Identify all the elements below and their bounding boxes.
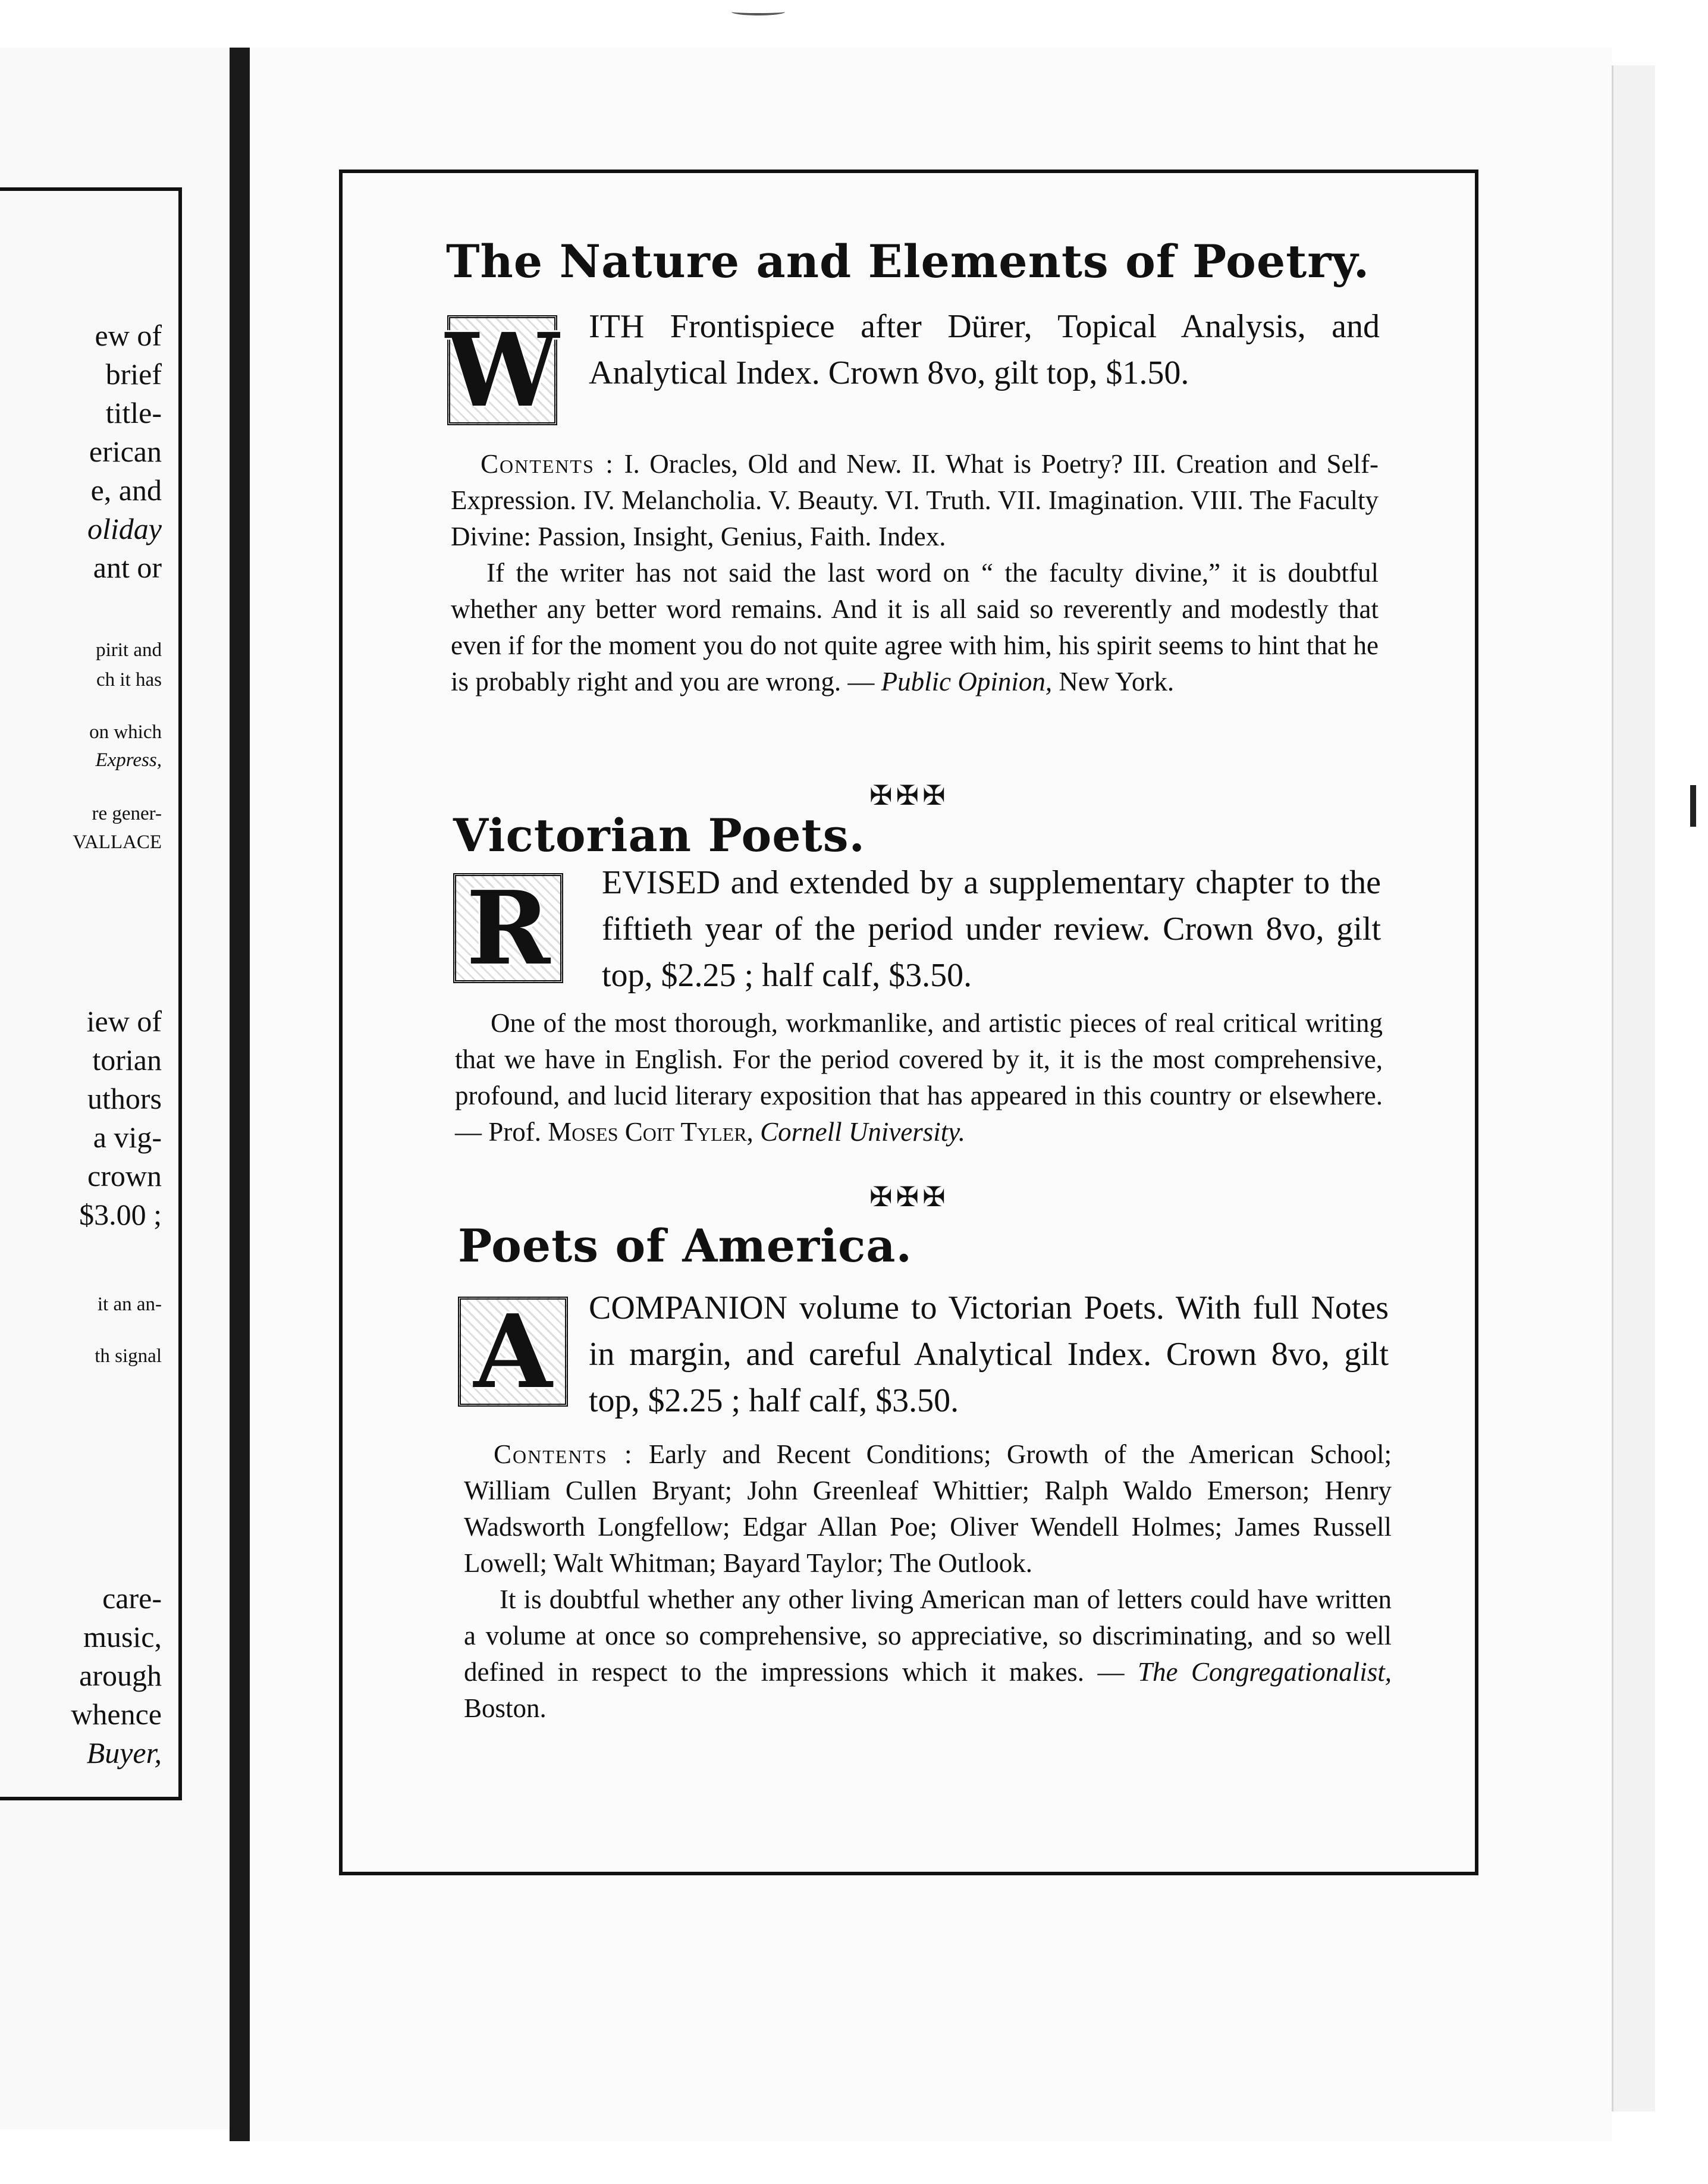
section-title-nature-of-poetry: The Nature and Elements of Poetry.: [446, 235, 1370, 288]
left-page-line: care-: [102, 1581, 162, 1615]
left-page-line: crown: [87, 1159, 162, 1193]
section2-review: [455, 1005, 1383, 1150]
section-title-poets-of-america: Poets of America.: [458, 1219, 912, 1272]
section1-contents: [451, 446, 1379, 555]
left-page-line: a vig-: [93, 1121, 162, 1154]
left-page-line: $3.00 ;: [79, 1198, 162, 1231]
ornament-divider: ✠✠✠: [869, 779, 949, 811]
review-text: It is doubtful whether any other living American man of letters could have written a volume at once so comprehensive, so appreciative, so discriminating, and so well defined in respect to the impressions which it makes. —: [464, 1584, 1392, 1687]
contents-label: Contents :: [494, 1439, 633, 1469]
section2-body: [455, 1005, 1383, 1150]
section3-review: [464, 1581, 1392, 1727]
contents-label: Contents :: [481, 449, 614, 479]
left-page-line: oliday: [87, 512, 162, 545]
review-source: Public Opinion,: [881, 667, 1053, 696]
left-page-line: music,: [83, 1620, 162, 1653]
left-page-line: th signal: [95, 1345, 162, 1367]
left-page-line: on which: [89, 721, 162, 743]
left-page-line: VALLACE: [73, 831, 162, 853]
left-page-line: ew of: [95, 319, 162, 352]
section-title-victorian-poets: Victorian Poets.: [453, 809, 865, 862]
review-text: One of the most thorough, workmanlike, and artistic pieces of real critical writing that we have in English. For the period covered by it, it is the most comprehensive, profound, and lucid literary exposition that has appeared in this country or elsewhere. — Prof.: [455, 1008, 1383, 1147]
left-page-line: erican: [89, 435, 162, 468]
review-place: New York.: [1052, 667, 1175, 696]
dropcap-a: A: [458, 1297, 568, 1407]
left-page-line: uthors: [87, 1082, 162, 1115]
edge-mark: [1690, 785, 1696, 827]
page-edge: [1612, 65, 1655, 2111]
left-page-line: it an an-: [97, 1294, 162, 1315]
section3-intro: COMPANION volume to Victorian Poets. With full Notes in margin, and careful Analytical Index. Crown 8vo, gilt top, $2.25 ; half calf, $3.50.: [589, 1289, 1389, 1419]
section1-intro: ITH Frontispiece after Dürer, Topical Analysis, and Analytical Index. Crown 8vo, gilt top, $1.50.: [589, 308, 1380, 391]
left-page-line: title-: [105, 396, 162, 429]
review-source: The Congregationalist,: [1137, 1657, 1392, 1687]
left-page-line: whence: [71, 1697, 162, 1731]
book-spine: [230, 48, 250, 2141]
left-page-line: torian: [92, 1043, 162, 1077]
left-page-line: ant or: [93, 551, 162, 584]
dropcap-w: W: [445, 310, 559, 430]
left-page-line: Express,: [95, 749, 162, 771]
left-page-line: brief: [105, 357, 162, 391]
section1-review: [451, 555, 1379, 700]
section2-intro: EVISED and extended by a supplementary chapter to the fiftieth year of the period under review. Crown 8vo, gilt top, $2.25 ; half calf, $3.50.: [602, 864, 1381, 994]
dropcap-r: R: [453, 873, 563, 983]
left-page-line: pirit and: [96, 639, 162, 661]
left-page-line: re gener-: [92, 803, 162, 824]
scan-mark: [731, 8, 785, 15]
section3-contents: [464, 1436, 1392, 1581]
review-place: Boston.: [464, 1693, 547, 1723]
section3-body: [464, 1436, 1392, 1727]
review-author: Moses Coit Tyler,: [548, 1117, 753, 1147]
contents-list: Early and Recent Conditions; Growth of the American School; William Cullen Bryant; John Greenleaf Whittier; Ralph Waldo Emerson; Henry Wadsworth Longfellow; Edgar Allan Poe; Oliver Wendell Holmes; James Russell Lowell; Walt Whitman; Bayard Taylor; The Outlook.: [464, 1439, 1392, 1578]
section1-body: [451, 446, 1379, 700]
ornament-divider: ✠✠✠: [869, 1181, 949, 1213]
left-page-line: e, and: [90, 473, 162, 507]
left-page-line: arough: [79, 1659, 162, 1692]
contents-list: I. Oracles, Old and New. II. What is Poetry? III. Creation and Self-Expression. IV. Melancholia. V. Beauty. VI. Truth. VII. Imagination. VIII. The Faculty Divine: Passion, Insight, Genius, Faith. Index.: [451, 449, 1379, 551]
left-page-line: Buyer,: [86, 1736, 162, 1769]
left-page-line: ch it has: [96, 669, 162, 691]
left-page-line: iew of: [86, 1005, 162, 1038]
review-text: If the writer has not said the last word on “ the faculty divine,” it is doubtful whether any better word remains. And it is all said so reverently and modestly that even if for the moment you do not quite agree with him, his spirit seems to hint that he is probably right and you are wrong. —: [451, 558, 1379, 696]
review-source: Cornell University.: [760, 1117, 966, 1147]
